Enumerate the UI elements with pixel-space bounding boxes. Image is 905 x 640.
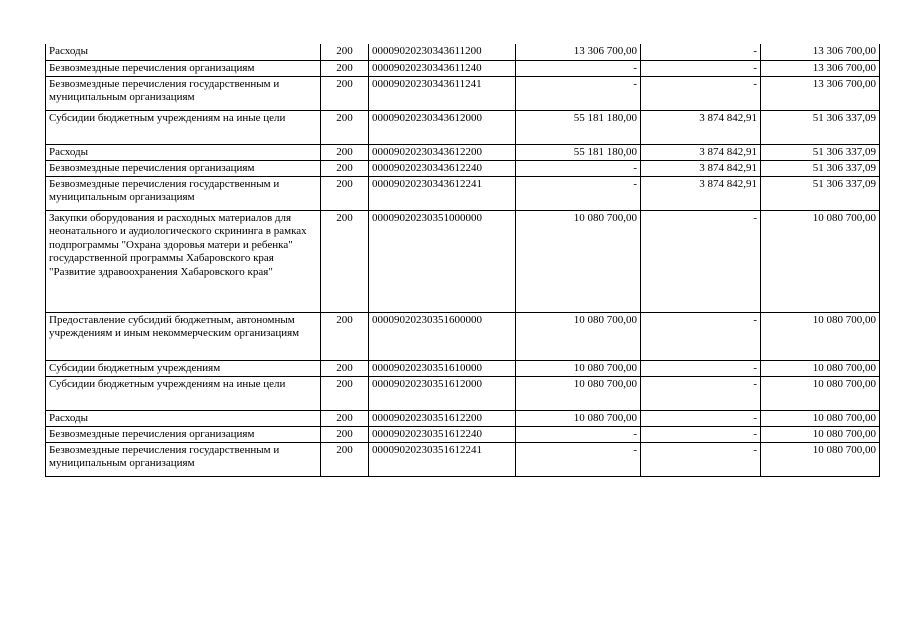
cell-classification-code: 00009020230351612241 (369, 442, 516, 476)
cell-classification-code: 00009020230351612240 (369, 426, 516, 442)
cell-approved: 10 080 700,00 (516, 376, 641, 410)
cell-classification-code: 00009020230343611241 (369, 76, 516, 110)
cell-unexecuted: 51 306 337,09 (761, 176, 880, 210)
cell-unexecuted: 51 306 337,09 (761, 144, 880, 160)
cell-name: Субсидии бюджетным учреждениям на иные цели (46, 376, 321, 410)
cell-classification-code: 00009020230351612200 (369, 410, 516, 426)
cell-name: Расходы (46, 44, 321, 60)
cell-name: Безвозмездные перечисления государственным и муниципальным организациям (46, 442, 321, 476)
cell-executed: - (641, 210, 761, 312)
cell-classification-code: 00009020230351610000 (369, 360, 516, 376)
cell-name: Субсидии бюджетным учреждениям на иные цели (46, 110, 321, 144)
cell-name: Безвозмездные перечисления организациям (46, 426, 321, 442)
cell-classification-code: 00009020230351000000 (369, 210, 516, 312)
table-row (46, 360, 880, 376)
cell-approved: - (516, 60, 641, 76)
cell-line-code: 200 (321, 176, 369, 210)
cell-classification-code: 00009020230343611200 (369, 44, 516, 60)
cell-name: Безвозмездные перечисления организациям (46, 160, 321, 176)
cell-executed: - (641, 44, 761, 60)
table-row (46, 426, 880, 442)
cell-unexecuted: 10 080 700,00 (761, 376, 880, 410)
table-row (46, 442, 880, 476)
cell-line-code: 200 (321, 60, 369, 76)
cell-line-code: 200 (321, 312, 369, 360)
cell-executed: 3 874 842,91 (641, 144, 761, 160)
cell-unexecuted: 10 080 700,00 (761, 426, 880, 442)
cell-line-code: 200 (321, 360, 369, 376)
cell-unexecuted: 13 306 700,00 (761, 44, 880, 60)
cell-classification-code: 00009020230351600000 (369, 312, 516, 360)
table-row (46, 312, 880, 360)
cell-name: Закупки оборудования и расходных материалов для неонатального и аудиологического скрининга в рамках подпрограммы "Охрана здоровья матери и ребенка" государственной программы Хабаровского края "Развитие здравоохранения Хабаровского края" (46, 210, 321, 312)
cell-approved: 10 080 700,00 (516, 410, 641, 426)
cell-line-code: 200 (321, 160, 369, 176)
cell-executed: - (641, 76, 761, 110)
cell-classification-code: 00009020230343612000 (369, 110, 516, 144)
cell-line-code: 200 (321, 376, 369, 410)
cell-line-code: 200 (321, 44, 369, 60)
cell-executed: 3 874 842,91 (641, 176, 761, 210)
cell-classification-code: 00009020230343612241 (369, 176, 516, 210)
cell-executed: - (641, 312, 761, 360)
table-row (46, 110, 880, 144)
cell-approved: 55 181 180,00 (516, 110, 641, 144)
table-row (46, 60, 880, 76)
table-row (46, 410, 880, 426)
cell-name: Безвозмездные перечисления государственным и муниципальным организациям (46, 176, 321, 210)
cell-executed: - (641, 410, 761, 426)
table-row (46, 376, 880, 410)
cell-approved: - (516, 176, 641, 210)
table-row (46, 176, 880, 210)
cell-approved: - (516, 442, 641, 476)
cell-executed: - (641, 60, 761, 76)
cell-unexecuted: 10 080 700,00 (761, 442, 880, 476)
cell-classification-code: 00009020230343612240 (369, 160, 516, 176)
table-row (46, 44, 880, 60)
cell-executed: - (641, 360, 761, 376)
cell-approved: 10 080 700,00 (516, 312, 641, 360)
cell-name: Безвозмездные перечисления организациям (46, 60, 321, 76)
cell-approved: 55 181 180,00 (516, 144, 641, 160)
cell-executed: 3 874 842,91 (641, 160, 761, 176)
cell-name: Субсидии бюджетным учреждениям (46, 360, 321, 376)
cell-executed: 3 874 842,91 (641, 110, 761, 144)
cell-line-code: 200 (321, 410, 369, 426)
table-row (46, 210, 880, 312)
cell-unexecuted: 10 080 700,00 (761, 312, 880, 360)
cell-line-code: 200 (321, 442, 369, 476)
cell-unexecuted: 13 306 700,00 (761, 60, 880, 76)
table-row (46, 160, 880, 176)
budget-execution-table (45, 44, 880, 477)
cell-approved: - (516, 426, 641, 442)
cell-classification-code: 00009020230343612200 (369, 144, 516, 160)
cell-line-code: 200 (321, 210, 369, 312)
cell-line-code: 200 (321, 76, 369, 110)
cell-name: Расходы (46, 144, 321, 160)
cell-classification-code: 00009020230343611240 (369, 60, 516, 76)
cell-classification-code: 00009020230351612000 (369, 376, 516, 410)
cell-approved: - (516, 160, 641, 176)
cell-unexecuted: 10 080 700,00 (761, 360, 880, 376)
cell-approved: 13 306 700,00 (516, 44, 641, 60)
cell-approved: 10 080 700,00 (516, 210, 641, 312)
cell-executed: - (641, 442, 761, 476)
cell-unexecuted: 51 306 337,09 (761, 110, 880, 144)
cell-approved: - (516, 76, 641, 110)
cell-name: Расходы (46, 410, 321, 426)
cell-name: Предоставление субсидий бюджетным, автономным учреждениям и иным некоммерческим организациям (46, 312, 321, 360)
cell-line-code: 200 (321, 426, 369, 442)
cell-name: Безвозмездные перечисления государственным и муниципальным организациям (46, 76, 321, 110)
table-row (46, 144, 880, 160)
cell-line-code: 200 (321, 110, 369, 144)
cell-unexecuted: 51 306 337,09 (761, 160, 880, 176)
cell-unexecuted: 13 306 700,00 (761, 76, 880, 110)
table-row (46, 76, 880, 110)
cell-executed: - (641, 376, 761, 410)
cell-line-code: 200 (321, 144, 369, 160)
cell-unexecuted: 10 080 700,00 (761, 210, 880, 312)
cell-approved: 10 080 700,00 (516, 360, 641, 376)
cell-executed: - (641, 426, 761, 442)
cell-unexecuted: 10 080 700,00 (761, 410, 880, 426)
